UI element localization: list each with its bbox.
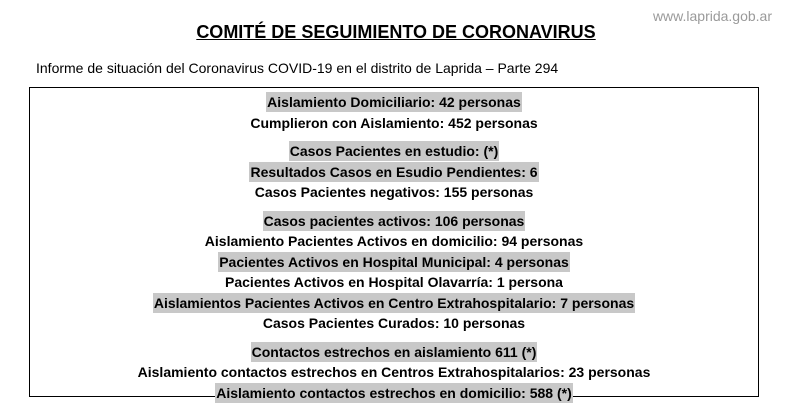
- report-line-row: [30, 211, 758, 232]
- highlighted-stat-line: Aislamiento Domiciliario: 42 personas: [267, 94, 521, 110]
- report-line-row: [30, 383, 758, 404]
- report-box: [29, 87, 759, 401]
- highlighted-stat-line: Contactos estrechos en aislamiento 611 (*): [251, 343, 537, 360]
- report-line-row: [30, 113, 758, 134]
- stat-line: Aislamiento contactos estrechos en Centros Extrahospitalarios: 23 personas: [137, 364, 651, 380]
- report-line-row: [30, 313, 758, 334]
- highlighted-stat-line: Casos Pacientes en estudio: (*): [289, 143, 499, 159]
- stat-line: Cumplieron con Aislamiento: 452 personas: [250, 114, 538, 131]
- report-line-row: [30, 141, 758, 162]
- group-spacer: [30, 203, 758, 211]
- highlighted-stat-line: Aislamientos Pacientes Activos en Centro Extrahospitalario: 7 personas: [153, 294, 635, 311]
- report-line-row: [30, 182, 758, 203]
- stat-line: Aislamiento Pacientes Activos en domicilio: 94 personas: [204, 233, 584, 249]
- highlighted-stat-line: Pacientes Activos en Hospital Municipal: 4 personas: [219, 253, 569, 270]
- report-line-row: [30, 362, 758, 383]
- report-line-row: [30, 231, 758, 252]
- report-line-row: [30, 272, 758, 293]
- report-group: [30, 141, 758, 203]
- report-line-row: [30, 293, 758, 314]
- highlighted-stat-line: Casos pacientes activos: 106 personas: [263, 212, 525, 229]
- group-spacer: [30, 133, 758, 141]
- group-spacer: [30, 334, 758, 342]
- report-group: [30, 342, 758, 404]
- highlighted-stat-line: Resultados Casos en Esudio Pendientes: 6: [250, 163, 538, 180]
- stat-line: Pacientes Activos en Hospital Olavarría: 1 persona: [225, 274, 563, 290]
- report-group: [30, 92, 758, 133]
- stat-line: Casos Pacientes Curados: 10 personas: [262, 315, 526, 331]
- report-line-row: [30, 92, 758, 113]
- site-watermark: www.laprida.gob.ar: [652, 8, 772, 24]
- stat-line: Casos Pacientes negativos: 155 personas: [254, 184, 534, 200]
- report-line-row: [30, 342, 758, 363]
- report-line-row: [30, 162, 758, 183]
- highlighted-stat-line: Aislamiento contactos estrechos en domicilio: 588 (*): [216, 384, 572, 401]
- report-line-row: [30, 252, 758, 273]
- report-group: [30, 211, 758, 334]
- page-title: COMITÉ DE SEGUIMIENTO DE CORONAVIRUS: [196, 22, 596, 42]
- report-groups: [30, 88, 758, 403]
- report-subtitle: Informe de situación del Coronavirus COVID-19 en el distrito de Laprida – Parte 294: [36, 60, 559, 76]
